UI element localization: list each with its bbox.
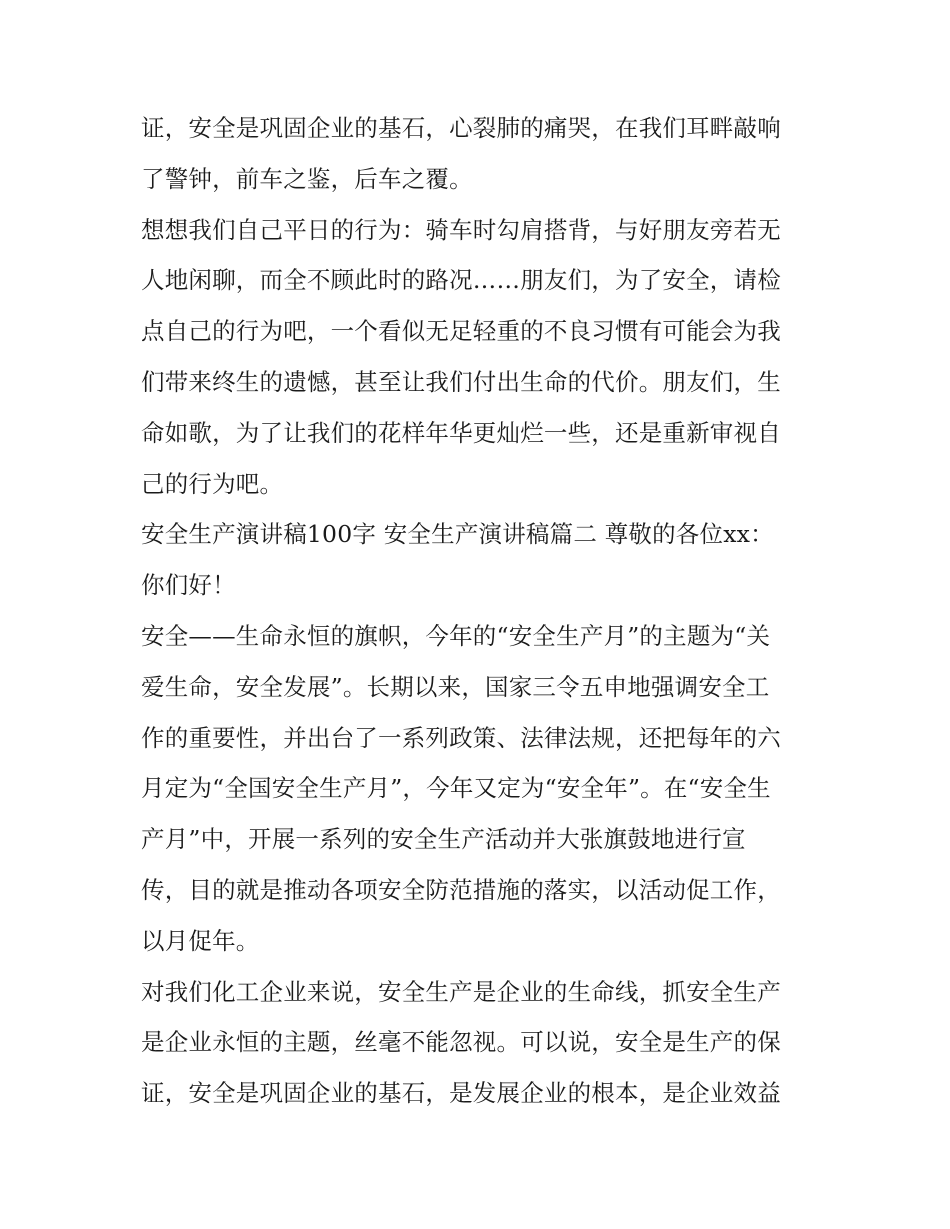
text-line: 产月”中，开展一系列的安全生产活动并大张旗鼓地进行宣 <box>141 825 746 854</box>
text-line: 以月促年。 <box>141 926 260 955</box>
text-line: 证，安全是巩固企业的基石，是发展企业的根本，是企业效益 <box>141 1079 781 1108</box>
text-line: 是企业永恒的主题，丝毫不能忽视。可以说，安全是生产的保 <box>141 1028 781 1057</box>
text-line: 己的行为吧。 <box>141 469 284 498</box>
document-body <box>141 103 821 1119</box>
text-line: 月定为“全国安全生产月”，今年又定为“安全年”。在“安全生 <box>141 774 771 803</box>
text-line: 证，安全是巩固企业的基石，心裂肺的痛哭，在我们耳畔敲响 <box>141 114 781 142</box>
text-line: 了警钟，前车之鉴，后车之覆。 <box>141 164 473 193</box>
text-line: 人地闲聊，而全不顾此时的路况……朋友们，为了安全，请检 <box>141 266 781 295</box>
text-line: 传，目的就是推动各项安全防范措施的落实，以活动促工作， <box>141 875 781 904</box>
text-line: 安全——生命永恒的旗帜，今年的“安全生产月”的主题为“关 <box>141 621 771 650</box>
text-line: 对我们化工企业来说，安全生产是企业的生命线，抓安全生产 <box>141 977 781 1006</box>
text-line: 命如歌，为了让我们的花样年华更灿烂一些，还是重新审视自 <box>141 418 781 447</box>
text-line: 想想我们自己平日的行为：骑车时勾肩搭背，与好朋友旁若无 <box>141 215 781 244</box>
greeting-line: 你们好！ <box>141 571 236 600</box>
text-line: 们带来终生的遗憾，甚至让我们付出生命的代价。朋友们，生 <box>141 367 781 396</box>
section-heading-line: 安全生产演讲稿100字 安全生产演讲稿篇二 尊敬的各位xx： <box>141 520 774 549</box>
text-line: 作的重要性，并出台了一系列政策、法律法规，还把每年的六 <box>141 723 781 752</box>
text-line: 爱生命，安全发展”。长期以来，国家三令五申地强调安全工 <box>141 672 770 701</box>
text-line: 点自己的行为吧，一个看似无足轻重的不良习惯有可能会为我 <box>141 317 781 346</box>
